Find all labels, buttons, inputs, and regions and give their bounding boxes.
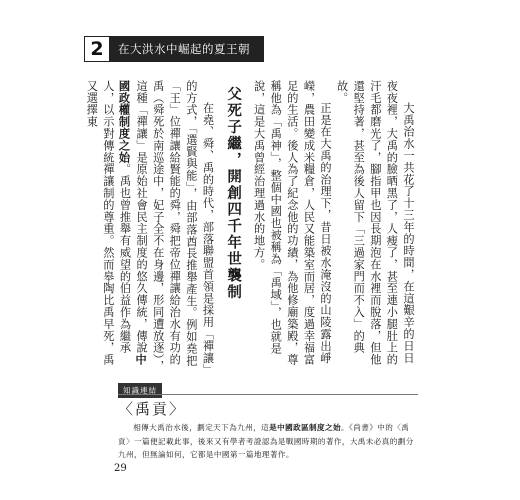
section-heading: 父死子繼，開創四千年世襲制 [225, 86, 242, 301]
knowledge-title: 〈禹貢〉 [118, 400, 187, 418]
chapter-header [84, 36, 264, 62]
knowledge-text [118, 421, 418, 462]
knowledge-text-a: 相傳大禹治水後，劃定天下為九州，這 [133, 423, 270, 432]
knowledge-divider [118, 394, 418, 395]
page-number: 29 [114, 463, 127, 474]
main-vertical-text [85, 80, 416, 372]
body-paragraph-3-text-b: 。禹也曾推舉有威望的伯益作為繼承人，以示對傳統禪讓制的尊重。然而皋陶比禹早死，禹又選擇東 [85, 80, 132, 366]
knowledge-highlight: 是中國政區制度之始 [269, 423, 342, 432]
body-paragraph-3-text-a: 在堯、舜、禹的時代，部落聯盟首領是採用「禪讓」的方式，「選賢與能」，由部落酋長推舉產生。例如堯把「王」位禪讓給賢能的舜，舜把帝位禪讓給治水有功的禹（舜死於南巡途中，妃子全不在身邊，形同遭放逐），這種「禪讓」是原始社會民主制度的悠久傳統，傳說 [135, 80, 215, 372]
chapter-number: 2 [84, 36, 110, 62]
body-paragraph-2: 正是在大禹的治理下，昔日被水淹沒的山陵露出崢嶸，農田變成米糧倉，人民又能築室而居，度過幸福富足的生活。後人為了紀念他的功績，為他修廟築殿，尊稱他為「禹神」，整個中國也被稱為「禹域」，也就是說，這是大禹曾經治理過水的地方。 [252, 80, 333, 366]
chapter-title: 在大洪水中崛起的夏王朝 [110, 36, 264, 62]
knowledge-text-b: 。《尚書》中的〈禹貢〉一篇便記載此事，後來又有學者考證認為是戰國時期的著作，大禹未必真的劃分九州，但無論如何，它都是中國第一篇地理著作。 [118, 423, 414, 459]
body-paragraph-3-highlight: 中國政權制度之始 [117, 80, 149, 366]
knowledge-link-tag: 知識連結 [118, 383, 162, 398]
body-paragraph-3 [83, 80, 216, 372]
body-paragraph-1: 大禹治水一共花了十三年的時間，在這艱辛的日日夜夜裡，大禹的臉晒黑了，人瘦了，甚至連小腿肚上的汗毛都磨光了，腳指甲也因長期泡在水裡而脫落，但他還堅持著，甚至為後人留下「三過家門而不入」的典故。 [335, 80, 415, 366]
